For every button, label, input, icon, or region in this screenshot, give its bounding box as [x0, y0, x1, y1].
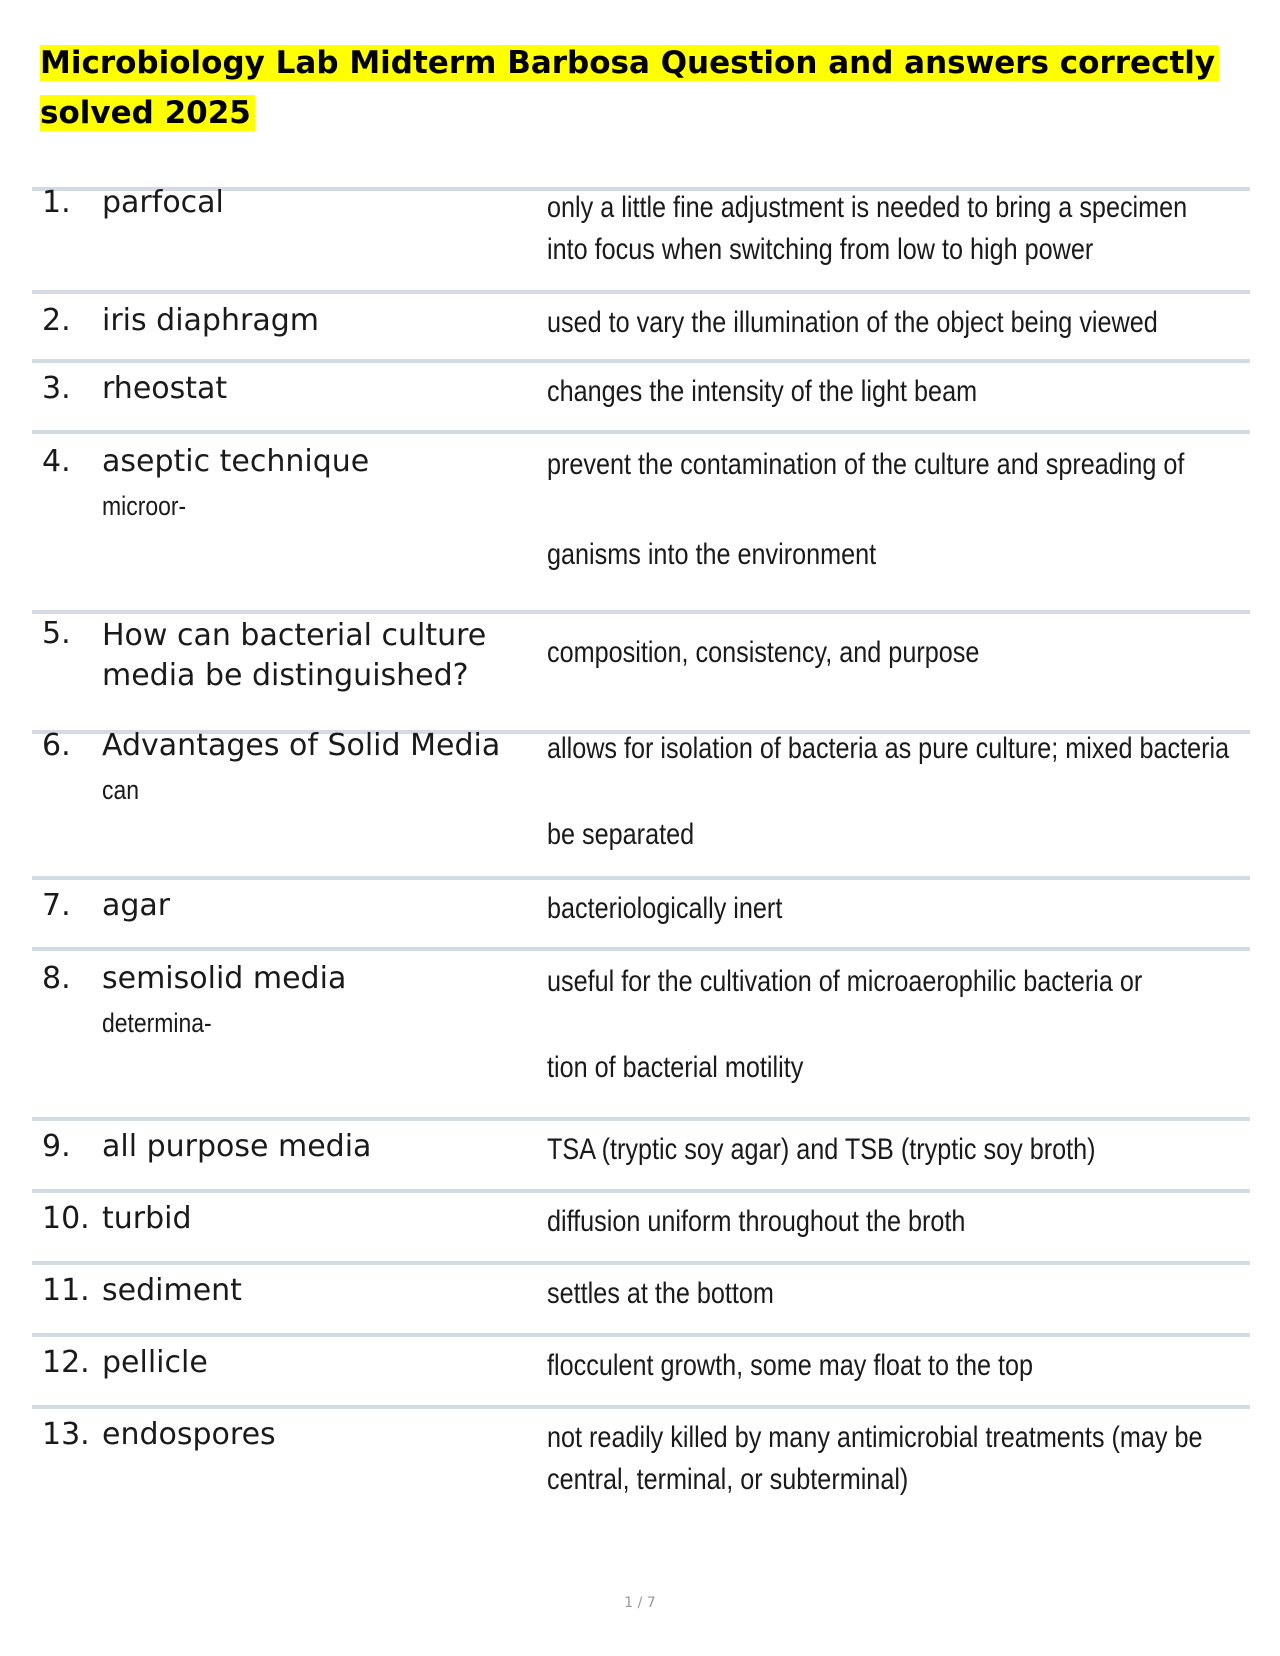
item-number: 13.: [42, 1417, 90, 1452]
page-title: [40, 38, 1220, 138]
table-row: [32, 1333, 1250, 1405]
item-number: 10.: [42, 1201, 90, 1236]
definition-line: prevent the contamination of the culture and spreading of: [547, 448, 1185, 481]
item-term: [102, 444, 532, 522]
item-number: 4.: [42, 444, 71, 479]
item-number: 7.: [42, 888, 71, 923]
item-number: 5.: [42, 616, 71, 651]
table-row: [32, 876, 1250, 947]
item-definition: [547, 371, 1247, 413]
table-row: [32, 359, 1250, 430]
item-number: 2.: [42, 303, 71, 338]
qa-table: [32, 187, 1250, 1515]
definition-line: changes the intensity of the light beam: [547, 375, 978, 408]
item-term: parfocal: [102, 185, 224, 220]
item-term: [102, 616, 532, 696]
item-number: 8.: [42, 961, 71, 996]
table-row: [32, 947, 1250, 1117]
term-line-continued: media be distinguished?: [102, 658, 469, 693]
item-definition: [547, 1129, 1247, 1171]
definition-line-continued: ganisms into the environment: [547, 538, 877, 571]
item-term: sediment: [102, 1273, 242, 1308]
definition-line: settles at the bottom: [547, 1277, 774, 1310]
definition-line: composition, consistency, and purpose: [547, 636, 980, 669]
definition-line-continued: be separated: [547, 818, 695, 851]
table-row: [32, 1405, 1250, 1515]
item-term: all purpose media: [102, 1129, 372, 1164]
item-term: pellicle: [102, 1345, 208, 1380]
item-term: turbid: [102, 1201, 192, 1236]
item-number: 12.: [42, 1345, 90, 1380]
term-line: Advantages of Solid Media: [102, 728, 501, 763]
item-term: endospores: [102, 1417, 276, 1452]
table-row: [32, 730, 1250, 876]
item-term: agar: [102, 888, 171, 923]
item-definition: [547, 187, 1247, 271]
table-row: [32, 430, 1250, 610]
item-number: 1.: [42, 185, 71, 220]
table-row: [32, 610, 1250, 730]
item-definition: [547, 728, 1247, 856]
item-definition: [547, 961, 1247, 1089]
item-definition: [547, 888, 1247, 930]
definition-line: allows for isolation of bacteria as pure culture; mixed bacteria: [547, 732, 1230, 765]
definition-line: flocculent growth, some may float to the top: [547, 1349, 1034, 1382]
item-number: 9.: [42, 1129, 71, 1164]
table-row: [32, 1189, 1250, 1261]
definition-line-continued: into focus when switching from low to high power: [547, 233, 1094, 266]
page-title-text: Microbiology Lab Midterm Barbosa Question and answers correctly solved 2025: [40, 45, 1219, 131]
table-row: [32, 1117, 1250, 1189]
table-row: [32, 1261, 1250, 1333]
definition-line: diffusion uniform throughout the broth: [547, 1205, 966, 1238]
table-row: [32, 290, 1250, 359]
item-definition: [547, 1273, 1247, 1315]
item-definition: [547, 1201, 1247, 1243]
item-definition: [547, 444, 1247, 576]
term-line-continued: determina-: [102, 1008, 212, 1038]
definition-line: used to vary the illumination of the object being viewed: [547, 306, 1158, 339]
item-definition: [547, 632, 1247, 674]
item-term: iris diaphragm: [102, 303, 319, 338]
item-definition: [547, 1417, 1247, 1501]
term-line: semisolid media: [102, 961, 347, 996]
item-definition: [547, 1345, 1247, 1387]
item-number: 3.: [42, 371, 71, 406]
term-line: How can bacterial culture: [102, 618, 487, 653]
term-line: aseptic technique: [102, 444, 370, 479]
definition-line: not readily killed by many antimicrobial treatments (may be: [547, 1421, 1203, 1454]
item-term: [102, 728, 532, 806]
item-term: [102, 961, 532, 1039]
definition-line: TSA (tryptic soy agar) and TSB (tryptic soy broth): [547, 1133, 1096, 1166]
page-number: 1 / 7: [624, 1595, 656, 1611]
item-definition: [547, 302, 1247, 344]
term-line-continued: microor-: [102, 491, 187, 521]
item-number: 11.: [42, 1273, 90, 1308]
definition-line-continued: tion of bacterial motility: [547, 1051, 804, 1084]
definition-line: only a little fine adjustment is needed to bring a specimen: [547, 191, 1188, 224]
definition-line-continued: central, terminal, or subterminal): [547, 1463, 909, 1496]
item-term: rheostat: [102, 371, 228, 406]
table-row: [32, 187, 1250, 290]
definition-line: bacteriologically inert: [547, 892, 783, 925]
definition-line: useful for the cultivation of microaerophilic bacteria or: [547, 965, 1143, 998]
term-line-continued: can: [102, 775, 140, 805]
item-number: 6.: [42, 728, 71, 763]
